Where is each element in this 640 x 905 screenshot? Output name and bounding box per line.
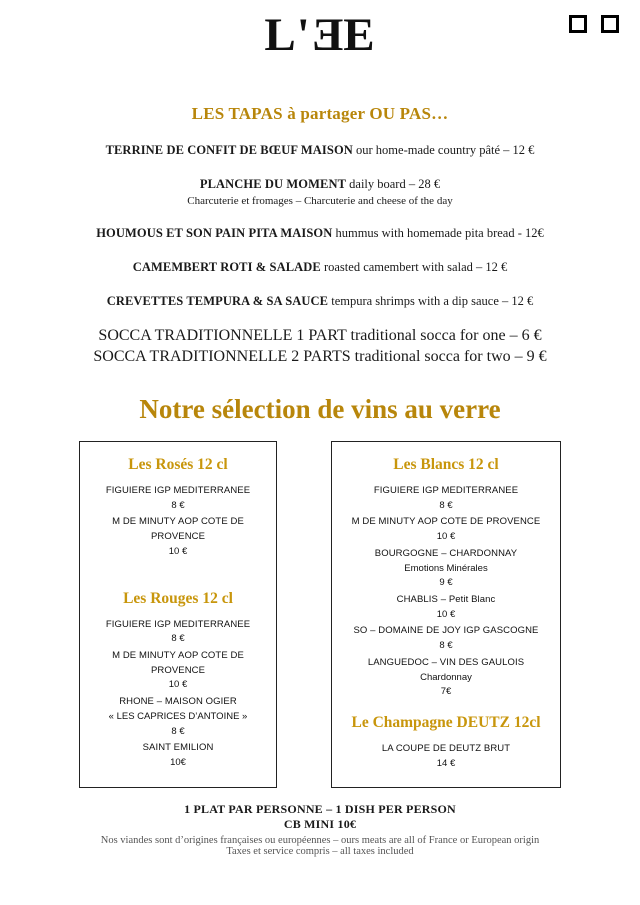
list-item: [86, 515, 270, 559]
footer-line-4: Taxes et service compris – all taxes included: [226, 846, 414, 857]
wine-price: 10 €: [168, 679, 188, 691]
list-item: [40, 174, 600, 209]
list-item: [338, 656, 554, 700]
list-item: [338, 624, 554, 653]
socca-item-name: SOCCA TRADITIONNELLE 2 PARTS: [93, 348, 351, 366]
wine-price: 8 €: [439, 499, 453, 511]
wine-price: 10 €: [436, 531, 456, 543]
wine-heading-roses: Les Rosés 12 cl: [128, 455, 228, 473]
wine-subtext: Chardonnay: [420, 671, 472, 683]
logo-text-right: E: [343, 9, 376, 61]
wine-price: 8 €: [171, 499, 185, 511]
list-item: [86, 484, 270, 513]
wine-subtext: Emotions Minérales: [404, 562, 488, 574]
wine-price: 14 €: [436, 757, 456, 769]
wine-price: 10€: [170, 757, 186, 768]
list-item: [40, 346, 600, 368]
list-item: [40, 257, 600, 277]
wine-name: RHONE – MAISON OGIER: [119, 696, 237, 708]
wine-box-left: [79, 441, 277, 788]
wine-price: 8 €: [439, 640, 453, 652]
wine-price: 8 €: [171, 633, 185, 645]
restaurant-logo: [0, 8, 640, 62]
socca-item-desc: traditional socca for two – 9 €: [350, 348, 547, 366]
socca-item-name: SOCCA TRADITIONNELLE 1 PART: [98, 326, 347, 344]
list-item: [338, 484, 554, 513]
logo-text-mirrored-e: E: [310, 9, 344, 61]
qr-code-icon[interactable]: [564, 10, 624, 70]
wine-heading-blancs: Les Blancs 12 cl: [393, 455, 499, 473]
wine-heading-champagne: Le Champagne DEUTZ 12cl: [351, 714, 541, 731]
tapas-item-name: HOUMOUS ET SON PAIN PITA MAISON: [96, 225, 333, 240]
wine-price: 10 €: [168, 545, 188, 557]
list-item: [86, 649, 270, 693]
socca-item-desc: traditional socca for one – 6 €: [346, 326, 542, 344]
wines-section-title: Notre sélection de vins au verre: [139, 393, 501, 424]
wine-name: LA COUPE DE DEUTZ BRUT: [381, 743, 511, 754]
tapas-item-name: TERRINE DE CONFIT DE BŒUF MAISON: [105, 143, 353, 157]
wine-heading-rouges: Les Rouges 12 cl: [123, 589, 233, 607]
tapas-item-name: PLANCHE DU MOMENT: [199, 177, 347, 191]
wine-name: BOURGOGNE – CHARDONNAY: [374, 547, 518, 559]
wine-subtext: « LES CAPRICES D’ANTOINE »: [108, 710, 248, 722]
tapas-item-subtext: Charcuterie et fromages – Charcuterie and cheese of the day: [187, 195, 453, 207]
socca-group: [40, 325, 600, 368]
list-item: [86, 741, 270, 770]
list-item: [40, 325, 600, 347]
wine-name: FIGUIERE IGP MEDITERRANEE: [105, 618, 251, 630]
wine-name: M DE MINUTY AOP COTE DE PROVENCE: [112, 516, 244, 543]
document-footer: [0, 802, 640, 857]
wine-price: 7€: [440, 686, 452, 698]
list-item: [338, 593, 554, 622]
tapas-item-desc: daily board – 28 €: [346, 177, 441, 191]
wine-name: SO – DOMAINE DE JOY IGP GASCOGNE: [353, 625, 539, 637]
tapas-item-desc: roasted camembert with salad – 12 €: [320, 259, 508, 274]
list-item: [40, 140, 600, 160]
tapas-item-desc: hummus with homemade pita bread - 12€: [332, 225, 544, 240]
tapas-list: [40, 140, 600, 368]
list-item: [338, 547, 554, 591]
list-item: [40, 291, 600, 311]
footer-line-2: CB MINI 10€: [283, 817, 357, 831]
footer-line-1: 1 PLAT PAR PERSONNE – 1 DISH PER PERSON: [184, 802, 456, 816]
wine-name: M DE MINUTY AOP COTE DE PROVENCE: [351, 516, 541, 528]
wine-name: M DE MINUTY AOP COTE DE PROVENCE: [112, 649, 244, 676]
wine-name: FIGUIERE IGP MEDITERRANEE: [105, 484, 251, 496]
footer-line-3: Nos viandes sont d’origines françaises ou européennes – ours meats are all of France or European origin: [100, 835, 540, 846]
wine-price: 9 €: [439, 577, 453, 589]
logo-text-left: L': [264, 9, 311, 61]
wine-name: FIGUIERE IGP MEDITERRANEE: [373, 484, 519, 496]
wine-name: SAINT EMILION: [142, 742, 214, 754]
wine-name: CHABLIS – Petit Blanc: [396, 593, 496, 605]
list-item: [338, 742, 554, 771]
tapas-item-desc: tempura shrimps with a dip sauce – 12 €: [328, 293, 534, 308]
tapas-item-name: CAMEMBERT ROTI & SALADE: [132, 259, 321, 274]
wine-price: 10 €: [436, 608, 456, 620]
list-item: [40, 223, 600, 243]
wine-name: LANGUEDOC – VIN DES GAULOIS: [367, 656, 525, 668]
list-item: [86, 695, 270, 739]
list-item: [338, 515, 554, 544]
list-item: [86, 618, 270, 647]
wine-columns: [0, 441, 640, 789]
tapas-item-desc: our home-made country pâté – 12 €: [352, 143, 535, 157]
wine-price: 8 €: [171, 725, 185, 737]
document-header: [0, 0, 640, 86]
tapas-section-title: LES TAPAS à partager OU PAS…: [191, 104, 449, 123]
tapas-item-name: CREVETTES TEMPURA & SA SAUCE: [106, 293, 329, 308]
wine-box-right: [331, 441, 561, 789]
